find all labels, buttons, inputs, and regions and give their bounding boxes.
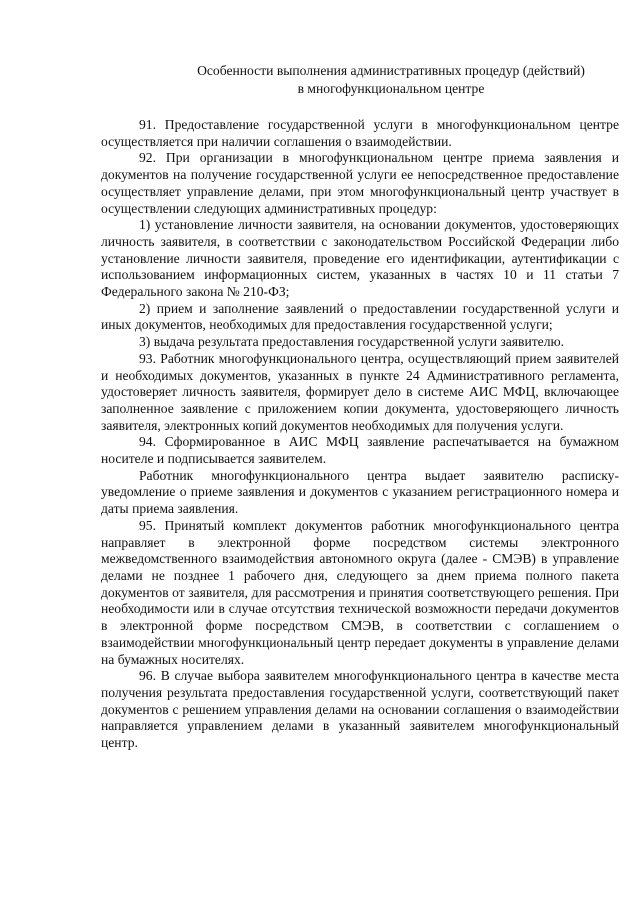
paragraph-92: 92. При организации в многофункциональном центре приема заявления и документов на получение государственной услуги ее непосредственное предоставление осуществляет управление делами, при этом многофункциональный центр участвует в осуществлении следующих административных процедур:: [101, 150, 619, 216]
paragraph-92-item-1: 1) установление личности заявителя, на основании документов, удостоверяющих личность заявителя, в соответствии с законодательством Российской Федерации либо установление личности заявителя, проведение его идентификации, аутентификации с использованием информационных систем, указанных в частях 10 и 11 статьи 7 Федерального закона № 210-ФЗ;: [101, 217, 619, 300]
section-heading: [101, 62, 619, 98]
paragraph-92-item-3: 3) выдача результата предоставления государственной услуги заявителю.: [139, 334, 565, 350]
paragraph-94: 94. Сформированное в АИС МФЦ заявление распечатывается на бумажном носителе и подписывается заявителем.: [101, 434, 619, 467]
paragraph-93: 93. Работник многофункционального центра, осуществляющий прием заявителей и необходимых документов, указанных в пункте 24 Административного регламента, удостоверяет личность заявителя, формирует дело в системе АИС МФЦ, включающее заполненное заявление с приложением копии документа, удостоверяющего личность заявителя, электронных копий документов необходимых для получения услуги.: [101, 350, 619, 433]
paragraph-96: 96. В случае выбора заявителем многофункционального центра в качестве места получения результата предоставления государственной услуги, соответствующий пакет документов с решением управления делами на основании соглашения о взаимодействии направляется управлением делами в указанный заявителем многофункциональный центр.: [101, 668, 619, 751]
paragraph-92-item-2: 2) прием и заполнение заявлений о предоставлении государственной услуги и иных документов, необходимых для предоставления государственной услуги;: [101, 300, 619, 333]
document-body: [101, 117, 619, 752]
heading-line-1: Особенности выполнения административных процедур (действий): [197, 63, 585, 78]
paragraph-95: 95. Принятый комплект документов работник многофункционального центра направляет в электронной форме посредством системы электронного межведомственного взаимодействия автономного округа (далее - СМЭВ) в управление делами не позднее 1 рабочего дня, следующего за днем приема полного пакета документов от заявителя, для рассмотрения и принятия соответствующего решения. При необходимости или в случае отсутствия технической возможности передачи документов в электронной форме посредством СМЭВ, в соответствии с соглашением о взаимодействии многофункциональный центр передает документы в управление делами на бумажных носителях.: [101, 517, 619, 667]
heading-line-2: в многофункциональном центре: [297, 81, 485, 96]
paragraph-94-receipt: Работник многофункционального центра выдает заявителю расписку-уведомление о приеме заявления и документов с указанием регистрационного номера и даты приема заявления.: [101, 467, 619, 517]
paragraph-91: 91. Предоставление государственной услуги в многофункциональном центре осуществляется при наличии соглашения о взаимодействии.: [101, 117, 619, 149]
